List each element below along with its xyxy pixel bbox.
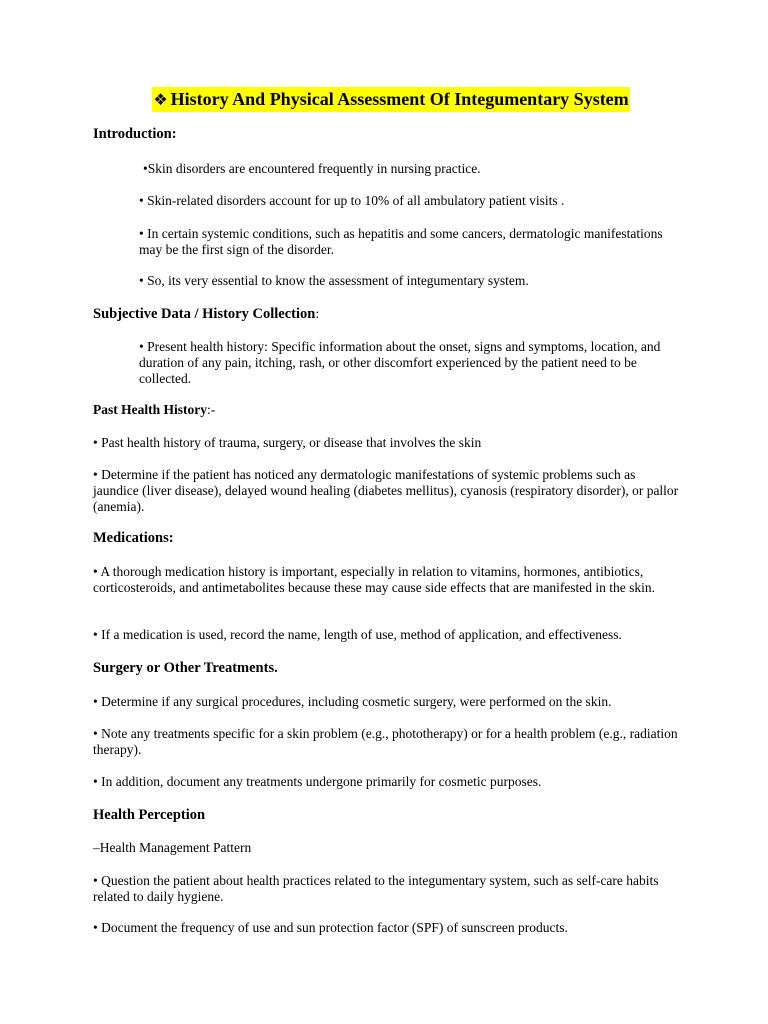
introduction-bullet-3: • In certain systemic conditions, such as hepatitis and some cancers, dermatologic manifestations may be the first sign of the disorder.: [139, 226, 663, 257]
page-title-text: History And Physical Assessment Of Integumentary System: [170, 89, 629, 109]
surgery-bullet-2: • Note any treatments specific for a skin problem (e.g., phototherapy) or for a health problem (e.g., radiation therapy).: [93, 726, 678, 757]
medications-bullet-1: • A thorough medication history is important, especially in relation to vitamins, hormones, antibiotics, corticosteroids, and antimetabolites because these may cause side effects that are manifested in the skin.: [93, 564, 656, 595]
health-perception-bullet-1: • Question the patient about health practices related to the integumentary system, such as self-care habits related to daily hygiene.: [93, 873, 659, 904]
health-perception-bullet-2: • Document the frequency of use and sun protection factor (SPF) of sunscreen products.: [93, 920, 568, 935]
medications-heading: Medications:: [93, 530, 174, 546]
introduction-bullet-4: • So, its very essential to know the assessment of integumentary system.: [139, 273, 529, 288]
subjective-heading: [93, 306, 683, 322]
surgery-bullet-1: • Determine if any surgical procedures, including cosmetic surgery, were performed on the skin.: [93, 694, 612, 709]
introduction-bullet-1: •Skin disorders are encountered frequently in nursing practice.: [143, 161, 481, 176]
subjective-heading-suffix: :: [315, 306, 320, 321]
health-perception-subheading: –Health Management Pattern: [93, 840, 252, 855]
medications-bullet-2: • If a medication is used, record the name, length of use, method of application, and effectiveness.: [93, 627, 622, 642]
introduction-bullet-2: • Skin-related disorders account for up to 10% of all ambulatory patient visits .: [139, 193, 565, 208]
introduction-heading: Introduction:: [93, 126, 177, 142]
subjective-bullet-1: • Present health history: Specific information about the onset, signs and symptoms, location, and duration of any pain, itching, rash, or other discomfort experienced by the patient need to be collected.: [139, 339, 661, 386]
health-perception-heading: Health Perception: [93, 807, 206, 823]
subjective-heading-text: Subjective Data / History Collection: [93, 306, 316, 322]
past-history-bullet-1: • Past health history of trauma, surgery, or disease that involves the skin: [93, 435, 482, 450]
surgery-heading: Surgery or Other Treatments.: [93, 660, 278, 676]
title-row: [0, 87, 768, 112]
page-title: [152, 87, 629, 112]
past-history-heading: [93, 402, 683, 418]
surgery-bullet-3: • In addition, document any treatments undergone primarily for cosmetic purposes.: [93, 774, 542, 789]
past-history-heading-text: Past Health History: [93, 402, 207, 417]
past-history-bullet-2: • Determine if the patient has noticed any dermatologic manifestations of systemic problems such as jaundice (liver disease), delayed wound healing (diabetes mellitus), cyanosis (respiratory disorder), or pallor (anemia).: [93, 467, 679, 514]
past-history-heading-suffix: :-: [207, 402, 216, 417]
diamond-bullet-icon: ❖: [153, 90, 168, 109]
